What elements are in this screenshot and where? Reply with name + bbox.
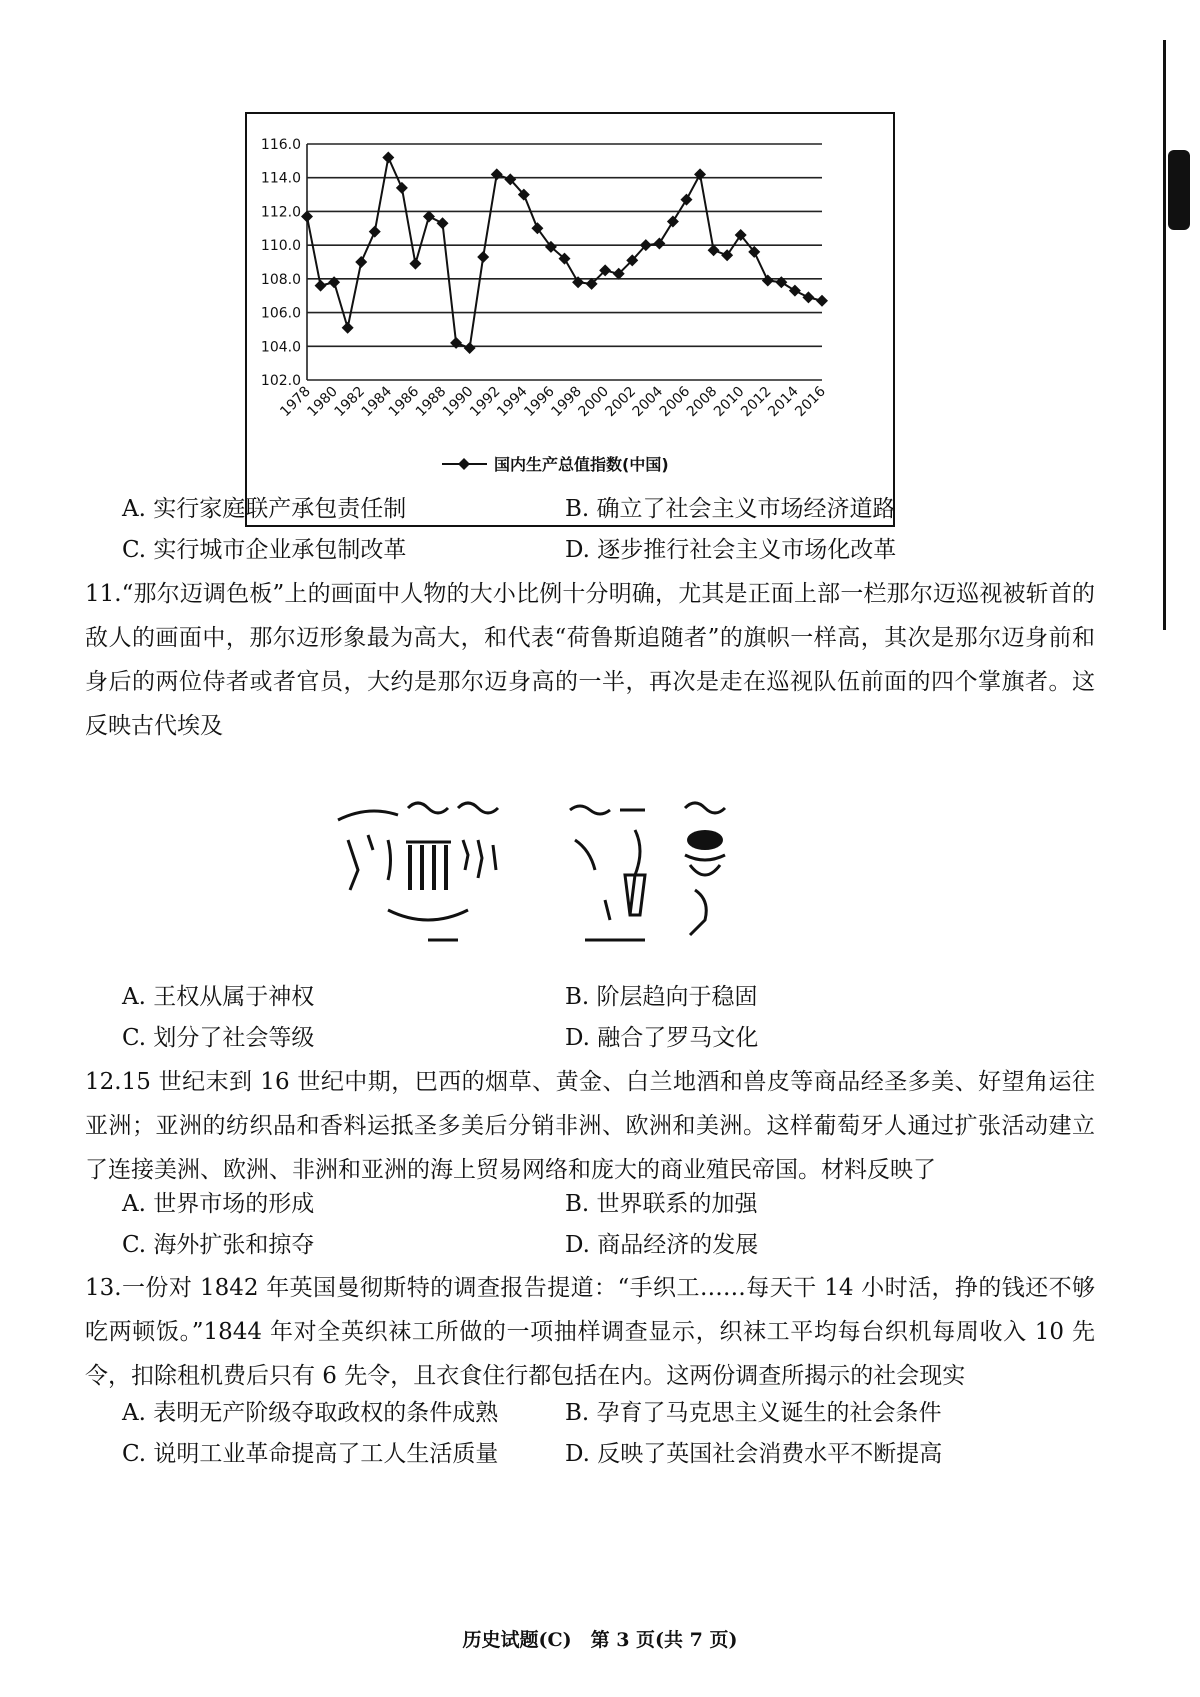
q11-option-a: A. 王权从属于神权: [122, 984, 315, 1010]
data-point: [450, 337, 462, 349]
x-tick-label: 1980: [304, 383, 341, 421]
question-text: 一份对 1842 年英国曼彻斯特的调查报告提道：“手织工……每天干 14 小时活，挣的钱还不够吃两顿饭。”1844 年对全英织袜工所做的一项抽样调查显示，织袜工平均每台织机每周收入 10 先令，扣除租机费后只有 6 先令，且衣食住行都包括在内。这两份调查所揭示的社会现实: [85, 1275, 1095, 1389]
x-tick-label: 1982: [331, 383, 369, 421]
question-text: “那尔迈调色板”上的画面中人物的大小比例十分明确，尤其是正面上部一栏那尔迈巡视被斩首的敌人的画面中，那尔迈形象最为高大，和代表“荷鲁斯追随者”的旗帜一样高，其次是那尔迈身前和身后的两位侍者或者官员，大约是那尔迈身高的一半，再次是走在巡视队伍前面的四个掌旗者。这反映古代埃及: [85, 581, 1095, 739]
question-text: 15 世纪末到 16 世纪中期，巴西的烟草、黄金、白兰地酒和兽皮等商品经圣多美、好望角运往亚洲；亚洲的纺织品和香料运抵圣多美后分销非洲、欧洲和美洲。这样葡萄牙人通过扩张活动建立了连接美洲、欧洲、非洲和亚洲的海上贸易网络和庞大的商业殖民帝国。材料反映了: [85, 1069, 1095, 1183]
y-tick-label: 112.0: [260, 204, 301, 221]
data-point: [409, 258, 421, 270]
q10-option-a: A. 实行家庭联产承包责任制: [122, 496, 407, 522]
question-13: [85, 1266, 1095, 1398]
x-tick-label: 2008: [683, 383, 721, 421]
data-point: [315, 280, 327, 292]
question-11: [85, 572, 1095, 748]
x-tick-label: 2002: [602, 383, 640, 421]
data-point: [721, 249, 733, 261]
data-point: [355, 256, 367, 268]
x-tick-label: 1978: [277, 383, 314, 421]
q11-option-c: C. 划分了社会等级: [122, 1025, 315, 1051]
x-tick-label: 1988: [412, 383, 450, 421]
x-tick-label: 2004: [629, 383, 667, 421]
x-tick-label: 2012: [738, 383, 775, 421]
page-footer: 历史试题(C) 第 3 页(共 7 页): [462, 1629, 738, 1651]
data-point: [680, 194, 692, 206]
x-tick-label: 2000: [575, 383, 612, 421]
q10-option-d: D. 逐步推行社会主义市场化改革: [565, 537, 897, 563]
data-point: [437, 217, 449, 229]
q13-option-b: B. 孕育了马克思主义诞生的社会条件: [565, 1400, 942, 1426]
gdp-index-chart: [245, 112, 895, 527]
y-tick-label: 106.0: [260, 305, 301, 322]
x-tick-label: 2006: [656, 383, 694, 421]
question-number: 13.: [85, 1275, 122, 1301]
data-point: [328, 276, 340, 288]
y-tick-label: 110.0: [260, 238, 301, 255]
data-point: [464, 342, 476, 354]
y-tick-label: 114.0: [260, 170, 301, 187]
x-tick-label: 1998: [548, 383, 585, 421]
q13-option-c: C. 说明工业革命提高了工人生活质量: [122, 1441, 499, 1467]
data-point: [396, 182, 408, 194]
data-point: [301, 210, 313, 222]
x-tick-label: 1994: [494, 383, 531, 421]
legend-marker: [458, 458, 470, 470]
q13-option-d: D. 反映了英国社会消费水平不断提高: [565, 1441, 943, 1467]
data-point: [653, 237, 665, 249]
q12-option-c: C. 海外扩张和掠夺: [122, 1232, 315, 1258]
scan-edge-line: [1163, 40, 1166, 630]
y-tick-label: 102.0: [260, 373, 301, 389]
chart-svg: [247, 114, 897, 529]
y-tick-label: 116.0: [260, 137, 301, 153]
narmer-palette-figure-left: [328, 800, 518, 954]
x-tick-label: 1992: [467, 383, 504, 421]
x-tick-label: 1990: [439, 383, 477, 421]
y-tick-label: 108.0: [260, 271, 301, 288]
data-point: [775, 276, 787, 288]
data-point: [708, 244, 720, 256]
x-tick-label: 2016: [792, 383, 829, 421]
data-point: [342, 322, 354, 334]
data-point: [477, 251, 489, 263]
data-point: [789, 285, 801, 297]
data-point: [667, 216, 679, 228]
x-tick-label: 2014: [765, 383, 802, 421]
question-number: 12.: [85, 1069, 122, 1095]
q12-option-a: A. 世界市场的形成: [122, 1191, 315, 1217]
data-point: [816, 295, 828, 307]
data-point: [491, 168, 503, 180]
q13-option-a: A. 表明无产阶级夺取政权的条件成熟: [122, 1400, 499, 1426]
x-tick-label: 1996: [521, 383, 558, 421]
data-point: [694, 168, 706, 180]
x-tick-label: 2010: [710, 383, 748, 421]
q10-option-b: B. 确立了社会主义市场经济道路: [565, 496, 896, 522]
data-point: [762, 275, 774, 287]
data-point: [423, 210, 435, 222]
data-point: [369, 226, 381, 238]
data-point: [802, 291, 814, 303]
data-point: [572, 276, 584, 288]
x-tick-label: 1986: [385, 383, 423, 421]
q12-option-b: B. 世界联系的加强: [565, 1191, 758, 1217]
q11-option-d: D. 融合了罗马文化: [565, 1025, 759, 1051]
x-tick-label: 1984: [358, 383, 396, 421]
q10-option-c: C. 实行城市企业承包制改革: [122, 537, 407, 563]
y-tick-label: 104.0: [260, 339, 301, 356]
narmer-palette-figure-right: [565, 800, 755, 954]
question-12: [85, 1060, 1095, 1192]
question-number: 11.: [85, 581, 122, 607]
q12-option-d: D. 商品经济的发展: [565, 1232, 759, 1258]
q11-option-b: B. 阶层趋向于稳固: [565, 984, 758, 1010]
legend-label: 国内生产总值指数(中国): [494, 455, 669, 474]
scan-edge-blot: [1168, 150, 1190, 230]
data-point: [382, 151, 394, 163]
